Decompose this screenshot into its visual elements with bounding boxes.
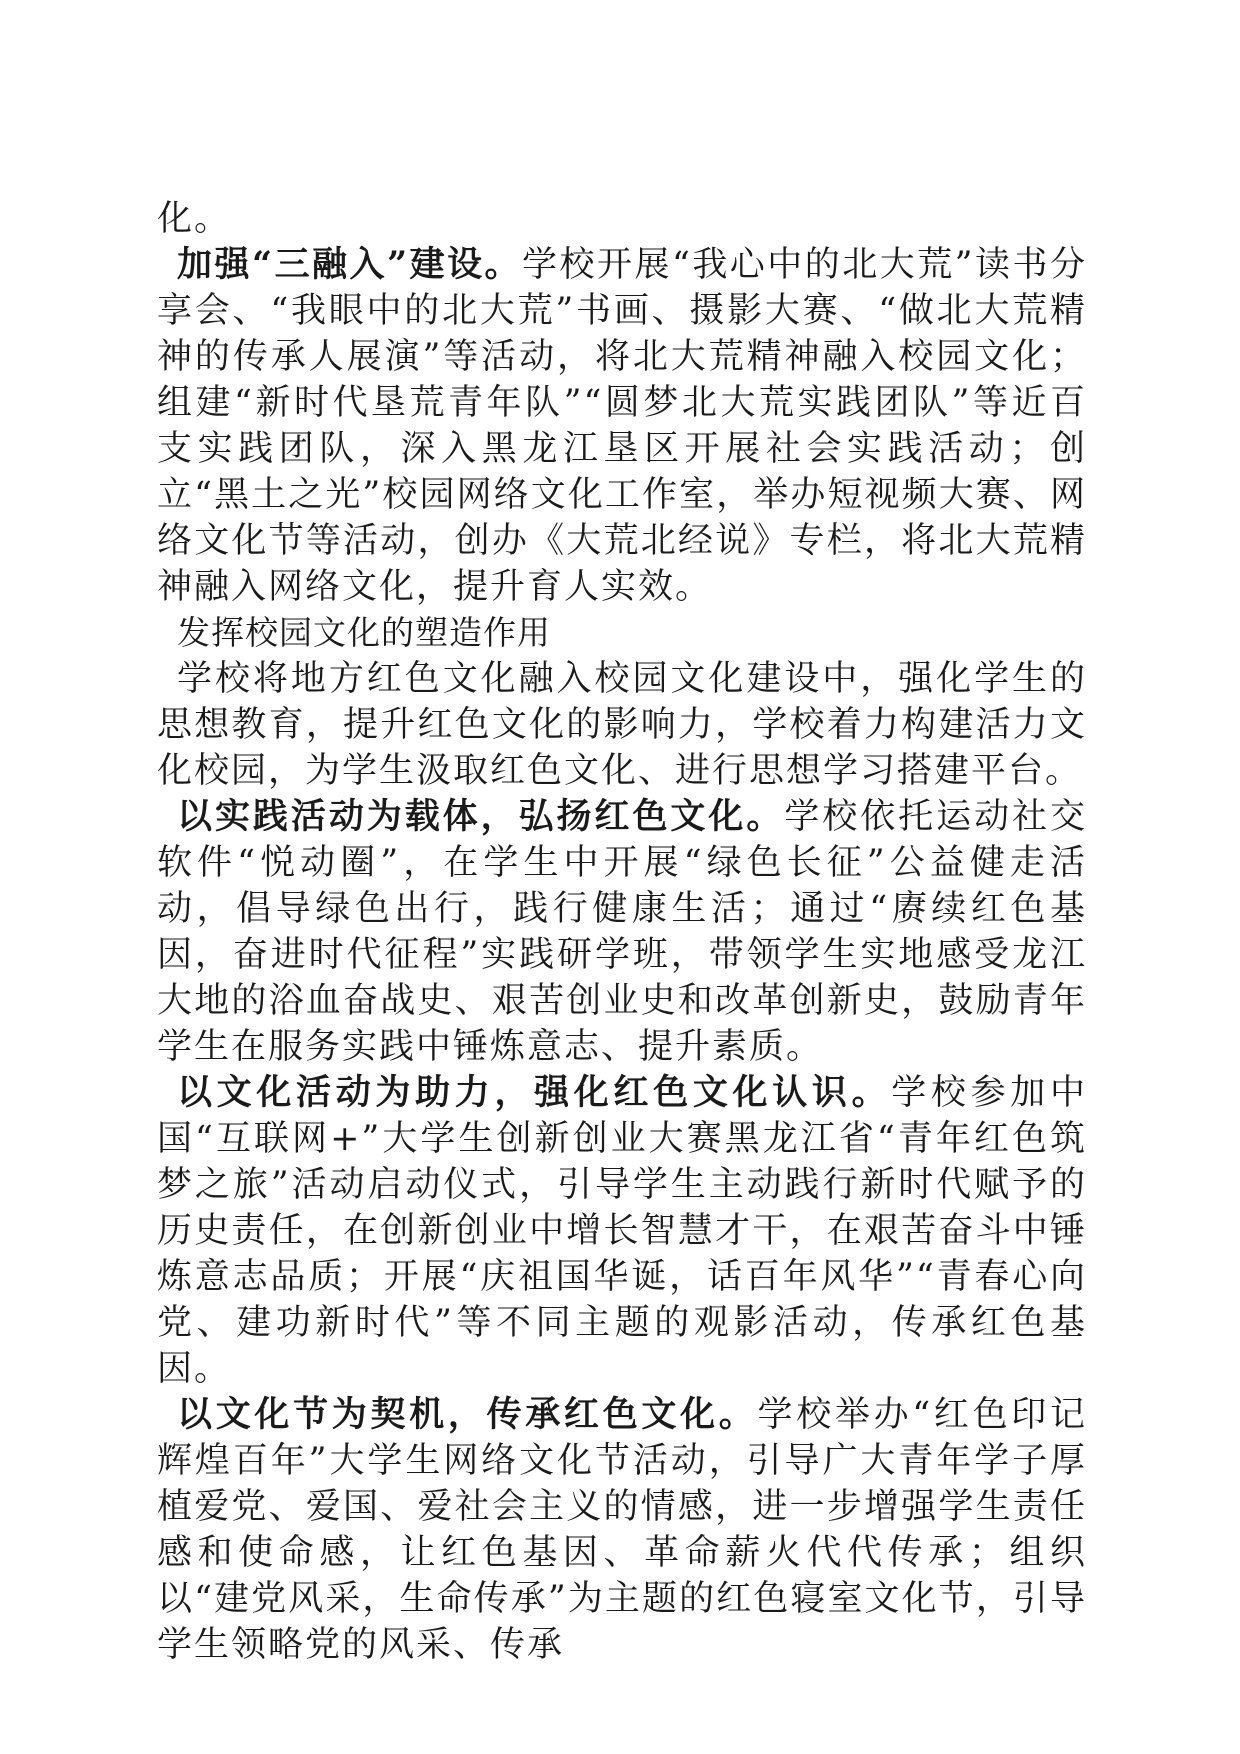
- paragraph-body: 学校依托运动社交软件“悦动圈”，在学生中开展“绿色长征”公益健走活动，倡导绿色出行，践行健康生活；通过“赓续红色基因，奋进时代征程”实践研学班，带领学生实地感受龙江大地的浴血奋战史、艰苦创业史和改革创新史，鼓励青年学生在服务实践中锤炼意志、提升素质。: [157, 797, 1087, 1067]
- paragraph-body: 学校举办“红色印记 辉煌百年”大学生网络文化节活动，引导广大青年学子厚植爱党、爱国、爱社会主义的情感，进一步增强学生责任感和使命感，让红色基因、革命薪火代代传承；组织以“建党风采，生命传承”为主题的红色寝室文化节，引导学生领略党的风采、传承: [157, 1395, 1087, 1665]
- paragraph-body: 学校开展“我心中的北大荒”读书分享会、“我眼中的北大荒”书画、摄影大赛、“做北大荒精神的传承人展演”等活动，将北大荒精神融入校园文化；组建“新时代垦荒青年队”“圆梦北大荒实践团队”等近百支实践团队，深入黑龙江垦区开展社会实践活动；创立“黑土之光”校园网络文化工作室，举办短视频大赛、网络文化节等活动，创办《大荒北经说》专栏，将北大荒精神融入网络文化，提升育人实效。: [157, 245, 1087, 607]
- paragraph-lead: 以文化活动为助力，强化红色文化认识。: [177, 1072, 892, 1113]
- paragraph-lead: 加强“三融入”建设。: [177, 244, 523, 285]
- paragraph-integration: [157, 242, 1087, 610]
- document-page: [157, 196, 1087, 1668]
- paragraph-lead: 以文化节为契机，传承红色文化。: [177, 1394, 758, 1435]
- paragraph-festival: [157, 1392, 1087, 1668]
- continuation-text: 化。: [157, 199, 232, 239]
- section-intro: 学校将地方红色文化融入校园文化建设中，强化学生的思想教育，提升红色文化的影响力，学校着力构建活力文化校园，为学生汲取红色文化、进行思想学习搭建平台。: [157, 659, 1087, 791]
- paragraph-practice: [157, 794, 1087, 1070]
- paragraph-lead: 以实践活动为载体，弘扬红色文化。: [177, 796, 785, 837]
- paragraph-body: 学校参加中国“互联网+”大学生创新创业大赛黑龙江省“青年红色筑梦之旅”活动启动仪式，引导学生主动践行新时代赋予的历史责任，在创新创业中增长智慧才干，在艰苦奋斗中锤炼意志品质；开展“庆祖国华诞，话百年风华”“青春心向党、建功新时代”等不同主题的观影活动，传承红色基因。: [157, 1073, 1087, 1389]
- section-heading: 发挥校园文化的塑造作用: [177, 613, 551, 652]
- paragraph-culture-activity: [157, 1070, 1087, 1392]
